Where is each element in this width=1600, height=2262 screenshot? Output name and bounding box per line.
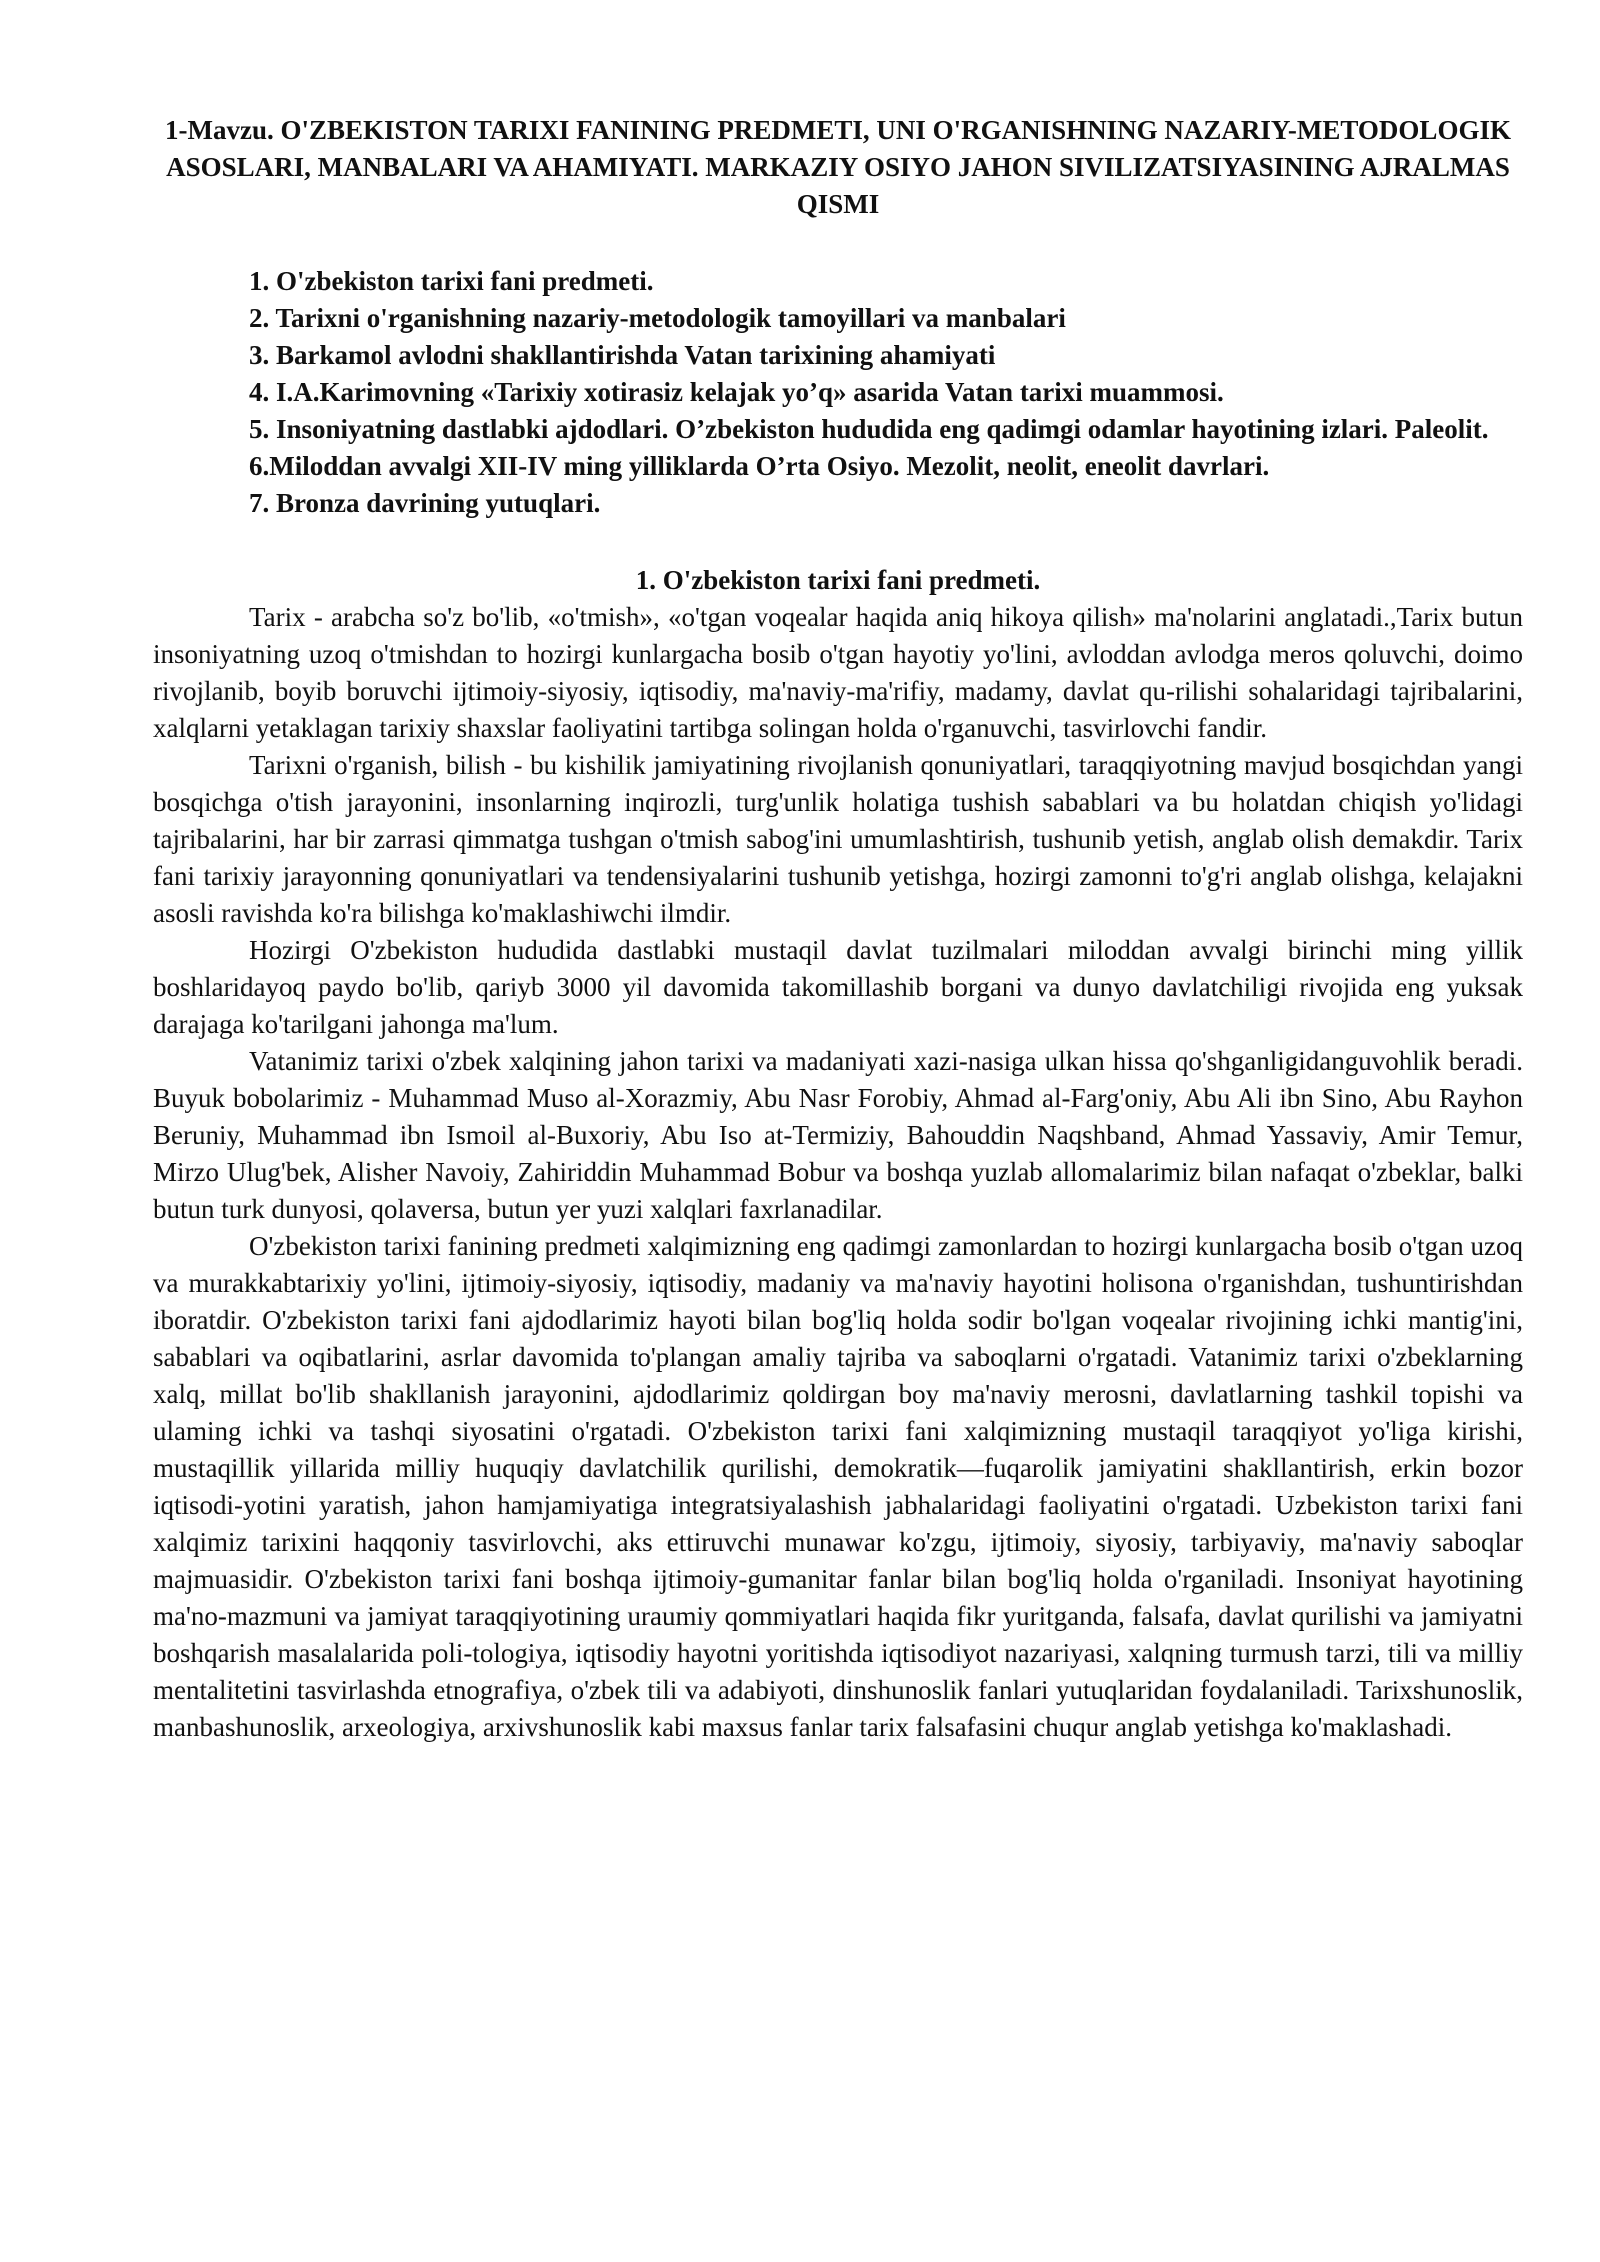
body-paragraph: Hozirgi O'zbekiston hududida dastlabki mustaqil davlat tuzilmalari miloddan avvalgi birinchi ming yillik boshlaridayoq paydo bo'lib, qariyb 3000 yil davomida takomillashib borgani va dunyo davlatchiligi rivojida eng yuksak darajaga ko'tarilgani jahonga ma'lum.: [153, 935, 1523, 1039]
plan-item: 1. O'zbekiston tarixi fani predmeti.: [249, 266, 654, 296]
plan-item: 5. Insoniyatning dastlabki ajdodlari. O’zbekiston hududida eng qadimgi odamlar hayotining izlari. Paleolit.: [249, 414, 1489, 444]
body-paragraph: O'zbekiston tarixi fanining predmeti xalqimizning eng qadimgi zamonlardan to hozirgi kunlargacha bosib o'tgan uzoq va murakkabtarixiy yo'lini, ijtimoiy-siyosiy, iqtisodiy, madaniy va ma'naviy hayotini holisona o'rganishdan, tushuntirishdan iboratdir. O'zbekiston tarixi fani ajdodlarimiz hayoti bilan bog'liq holda sodir bo'lgan voqealar rivojining ichki mantig'ini, sabablari va oqibatlarini, asrlar davomida to'plangan amaliy tajriba va saboqlarni o'rgatadi. Vatanimiz tarixi o'zbeklarning xalq, millat bo'lib shakllanish jarayonini, ajdodlarimiz qoldirgan boy ma'naviy merosni, davlatlarning tashkil topishi va ulaming ichki va tashqi siyosatini o'rgatadi. O'zbekiston tarixi fani xalqimizning mustaqil taraqqiyot yo'liga kirishi, mustaqillik yillarida milliy huquqiy davlatchilik qurilishi, demokratik—fuqarolik jamiyatini shakllantirish, erkin bozor iqtisodi-yotini yaratish, jahon hamjamiyatiga integratsiyalashish jabhalaridagi faoliyatini o'rgatadi. Uzbekiston tarixi fani xalqimiz tarixini haqqoniy tasvirlovchi, aks ettiruvchi munawar ko'zgu, ijtimoiy, siyosiy, tarbiyaviy, ma'naviy saboqlar majmuasidir. O'zbekiston tarixi fani boshqa ijtimoiy-gumanitar fanlar bilan bog'liq holda o'rganiladi. Insoniyat hayotining ma'no-mazmuni va jamiyat taraqqiyotining uraumiy qommiyatlari haqida fikr yuritganda, falsafa, davlat qurilishi va jamiyatni boshqarish masalalarida poli-tologiya, iqtisodiy hayotni yoritishda iqtisodiyot nazariyasi, xalqning turmush tarzi, tili va milliy mentalitetini tasvirlashda etnografiya, o'zbek tili va adabiyoti, dinshunoslik fanlari yutuqlaridan foydalaniladi. Tarixshunoslik, manbashunoslik, arxeologiya, arxivshunoslik kabi maxsus fanlar tarix falsafasini chuqur anglab yetishga ko'maklashadi.: [153, 1231, 1523, 1742]
plan-item: 4. I.A.Karimovning «Tarixiy xotirasiz kelajak yo’q» asarida Vatan tarixi muammosi.: [249, 377, 1224, 407]
body-paragraph: Vatanimiz tarixi o'zbek xalqining jahon tarixi va madaniyati xazi-nasiga ulkan hissa qo'shganligidanguvohlik beradi. Buyuk bobolarimiz - Muhammad Muso al-Xorazmiy, Abu Nasr Forobiy, Ahmad al-Farg'oniy, Abu Ali ibn Sino, Abu Rayhon Beruniy, Muhammad ibn Ismoil al-Buxoriy, Abu Iso at-Termiziy, Bahouddin Naqshband, Ahmad Yassaviy, Amir Temur, Mirzo Ulug'bek, Alisher Navoiy, Zahiriddin Muhammad Bobur va boshqa yuzlab allomalarimiz bilan nafaqat o'zbeklar, balki butun turk dunyosi, qolaversa, butun yer yuzi xalqlari faxrlanadilar.: [153, 1046, 1523, 1224]
plan-item: 3. Barkamol avlodni shakllantirishda Vatan tarixining ahamiyati: [249, 340, 996, 370]
document-title: 1-Mavzu. O'ZBEKISTON TARIXI FANINING PREDMETI, UNI O'RGANISHNING NAZARIY-METODOLOGIK ASOSLARI, MANBALARI VA AHAMIYATI. MARKAZIY OSIYO JAHON SIVILIZATSIYASINING AJRALMAS QISMI: [165, 115, 1511, 219]
section-heading: 1. O'zbekiston tarixi fani predmeti.: [635, 565, 1041, 595]
body-paragraph: Tarixni o'rganish, bilish - bu kishilik jamiyatining rivojlanish qonuniyatlari, taraqqiyotning mavjud bosqichdan yangi bosqichga o'tish jarayonini, insonlarning inqirozli, turg'unlik holatiga tushish sabablari va bu holatdan chiqish yo'lidagi tajribalarini, har bir zarrasi qimmatga tushgan o'tmish sabog'ini umumlashtirish, tushunib yetish, anglab olish demakdir. Tarix fani tarixiy jarayonning qonuniyatlari va tendensiyalarini tushunib yetishga, hozirgi zamonni to'g'ri anglab olishga, kelajakni asosli ravishda ko'ra bilishga ko'maklashiwchi ilmdir.: [153, 750, 1523, 928]
document-page: [153, 112, 1523, 1746]
body-paragraph: Tarix - arabcha so'z bo'lib, «o'tmish», «o'tgan voqealar haqida aniq hikoya qilish» ma'nolarini anglatadi.,Tarix butun insoniyatning uzoq o'tmishdan to hozirgi kunlargacha bosib o'tgan hayotiy yo'lini, avloddan avlodga meros qoluvchi, doimo rivojlanib, boyib boruvchi ijtimoiy-siyosiy, iqtisodiy, ma'naviy-ma'rifiy, madamy, davlat qu-rilishi sohalaridagi tajribalarini, xalqlarni yetaklagan tarixiy shaxslar faoliyatini tartibga solingan holda o'rganuvchi, tasvirlovchi fandir.: [153, 602, 1523, 743]
topic-plan-list: [153, 263, 1523, 522]
plan-item: 2. Tarixni o'rganishning nazariy-metodologik tamoyillari va manbalari: [249, 303, 1066, 333]
plan-item: 7. Bronza davrining yutuqlari.: [249, 488, 601, 518]
plan-item: 6.Miloddan avvalgi XII-IV ming yilliklarda O’rta Osiyo. Mezolit, neolit, eneolit davrlari.: [249, 451, 1270, 481]
